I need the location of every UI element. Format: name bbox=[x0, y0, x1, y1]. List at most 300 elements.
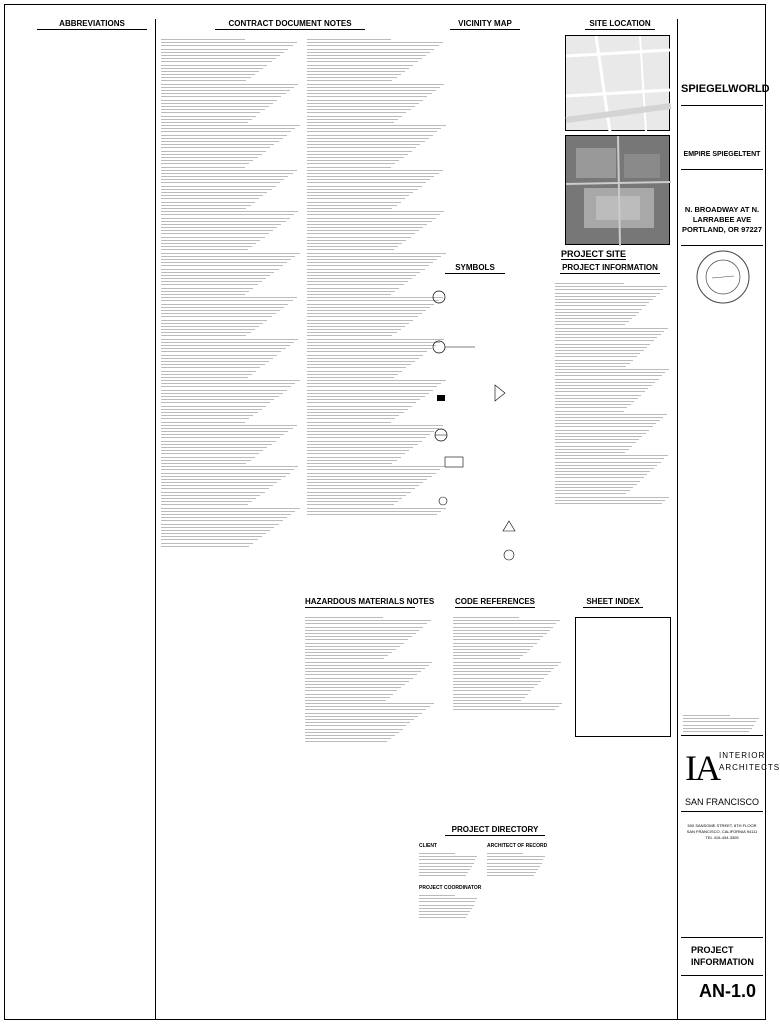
text-line-placeholder bbox=[161, 214, 294, 215]
revision-history bbox=[683, 715, 761, 734]
text-line-placeholder bbox=[555, 497, 669, 498]
text-line-placeholder bbox=[161, 147, 270, 148]
text-line-placeholder bbox=[161, 425, 297, 426]
text-line-placeholder bbox=[161, 119, 252, 120]
text-line-placeholder bbox=[555, 487, 633, 488]
text-line-placeholder bbox=[307, 428, 439, 429]
text-line-placeholder bbox=[555, 500, 665, 501]
text-line-placeholder bbox=[555, 318, 632, 319]
firm-phone: TEL 415-434-3305 bbox=[705, 835, 739, 840]
text-line-placeholder bbox=[161, 460, 251, 461]
text-line-placeholder bbox=[161, 332, 251, 333]
text-line-placeholder bbox=[161, 415, 253, 416]
text-line-placeholder bbox=[487, 863, 542, 864]
text-line-placeholder bbox=[307, 422, 391, 423]
text-line-placeholder bbox=[161, 406, 266, 407]
text-line-placeholder bbox=[161, 233, 269, 234]
text-line-placeholder bbox=[555, 442, 636, 443]
text-line-placeholder bbox=[307, 42, 443, 43]
text-line-placeholder bbox=[161, 524, 279, 525]
text-line-placeholder bbox=[161, 227, 277, 228]
text-line-placeholder bbox=[161, 68, 263, 69]
project-directory-heading: PROJECT DIRECTORY bbox=[445, 825, 545, 836]
text-line-placeholder bbox=[555, 391, 645, 392]
text-line-placeholder bbox=[555, 366, 626, 367]
divider bbox=[681, 245, 763, 246]
text-line-placeholder bbox=[453, 655, 523, 656]
text-line-placeholder bbox=[305, 627, 423, 628]
text-line-placeholder bbox=[307, 390, 433, 391]
text-line-placeholder bbox=[307, 342, 440, 343]
text-line-placeholder bbox=[555, 468, 654, 469]
text-line-placeholder bbox=[453, 646, 533, 647]
text-line-placeholder bbox=[307, 323, 409, 324]
text-line-placeholder bbox=[161, 205, 251, 206]
text-line-placeholder bbox=[307, 87, 440, 88]
text-line-placeholder bbox=[307, 498, 402, 499]
text-line-placeholder bbox=[307, 211, 444, 212]
text-line-placeholder bbox=[307, 304, 434, 305]
text-line-placeholder bbox=[307, 351, 427, 352]
text-line-placeholder bbox=[555, 481, 640, 482]
text-line-placeholder bbox=[161, 536, 262, 537]
text-line-placeholder bbox=[161, 386, 291, 387]
text-line-placeholder bbox=[307, 192, 413, 193]
text-line-placeholder bbox=[161, 269, 279, 270]
abbreviations-heading: ABBREVIATIONS bbox=[37, 19, 147, 30]
text-line-placeholder bbox=[161, 135, 287, 136]
text-line-placeholder bbox=[683, 718, 759, 719]
text-line-placeholder bbox=[555, 356, 637, 357]
text-line-placeholder bbox=[307, 233, 415, 234]
text-line-placeholder bbox=[307, 412, 404, 413]
text-line-placeholder bbox=[161, 307, 284, 308]
text-line-placeholder bbox=[305, 655, 388, 656]
text-line-placeholder bbox=[161, 284, 258, 285]
sheet-index-heading: SHEET INDEX bbox=[583, 597, 643, 608]
text-line-placeholder bbox=[307, 100, 423, 101]
text-line-placeholder bbox=[307, 355, 423, 356]
text-line-placeholder bbox=[307, 313, 422, 314]
text-line-placeholder bbox=[555, 360, 633, 361]
text-line-placeholder bbox=[305, 732, 399, 733]
vicinity-map-heading: VICINITY MAP bbox=[450, 19, 520, 30]
text-line-placeholder bbox=[307, 138, 429, 139]
text-line-placeholder bbox=[161, 45, 293, 46]
text-line-placeholder bbox=[555, 328, 668, 329]
text-line-placeholder bbox=[307, 399, 420, 400]
text-line-placeholder bbox=[307, 128, 441, 129]
firm-name-line1: INTERIOR bbox=[719, 751, 766, 760]
aerial-texture bbox=[566, 136, 671, 246]
text-line-placeholder bbox=[555, 414, 667, 415]
text-line-placeholder bbox=[307, 393, 429, 394]
text-line-placeholder bbox=[161, 256, 295, 257]
text-line-placeholder bbox=[161, 74, 255, 75]
text-line-placeholder bbox=[453, 706, 559, 707]
firm-address-line2: SAN FRANCISCO, CALIFORNIA 94111 bbox=[686, 829, 758, 834]
text-line-placeholder bbox=[161, 355, 277, 356]
text-line-placeholder bbox=[161, 173, 293, 174]
text-line-placeholder bbox=[487, 856, 545, 857]
text-line-placeholder bbox=[161, 275, 270, 276]
text-line-placeholder bbox=[161, 501, 252, 502]
text-line-placeholder bbox=[555, 455, 668, 456]
text-line-placeholder bbox=[305, 633, 416, 634]
divider bbox=[681, 811, 763, 812]
text-line-placeholder bbox=[307, 55, 426, 56]
sheet-index-table bbox=[575, 617, 671, 737]
text-line-placeholder bbox=[555, 309, 642, 310]
text-line-placeholder bbox=[161, 320, 267, 321]
text-line-placeholder bbox=[307, 316, 418, 317]
text-line-placeholder bbox=[307, 348, 432, 349]
text-line-placeholder bbox=[307, 182, 426, 183]
text-line-placeholder bbox=[161, 323, 263, 324]
text-line-placeholder bbox=[161, 253, 300, 254]
text-line-placeholder bbox=[305, 620, 431, 621]
text-line-placeholder bbox=[307, 256, 441, 257]
text-line-placeholder bbox=[161, 96, 281, 97]
text-line-placeholder bbox=[307, 189, 418, 190]
text-line-placeholder bbox=[307, 112, 406, 113]
text-line-placeholder bbox=[161, 412, 258, 413]
text-line-placeholder bbox=[161, 463, 246, 464]
text-line-placeholder bbox=[555, 321, 629, 322]
text-line-placeholder bbox=[307, 275, 416, 276]
text-line-placeholder bbox=[161, 431, 288, 432]
contract-notes-col-a bbox=[161, 39, 301, 549]
sheet-title-line1: PROJECT bbox=[691, 945, 734, 955]
text-line-placeholder bbox=[307, 284, 404, 285]
text-line-placeholder bbox=[555, 430, 649, 431]
text-line-placeholder bbox=[487, 869, 538, 870]
text-line-placeholder bbox=[161, 304, 288, 305]
text-line-placeholder bbox=[307, 157, 404, 158]
text-line-placeholder bbox=[161, 383, 295, 384]
text-line-placeholder bbox=[161, 444, 272, 445]
text-line-placeholder bbox=[161, 182, 280, 183]
text-line-placeholder bbox=[307, 457, 401, 458]
text-line-placeholder bbox=[307, 329, 401, 330]
text-line-placeholder bbox=[161, 84, 298, 85]
text-line-placeholder bbox=[555, 465, 657, 466]
text-line-placeholder bbox=[161, 77, 251, 78]
text-line-placeholder bbox=[307, 198, 405, 199]
text-line-placeholder bbox=[307, 237, 411, 238]
divider bbox=[681, 975, 763, 976]
text-line-placeholder bbox=[161, 396, 279, 397]
text-line-placeholder bbox=[307, 90, 436, 91]
text-line-placeholder bbox=[419, 901, 475, 902]
text-line-placeholder bbox=[307, 262, 433, 263]
text-line-placeholder bbox=[307, 441, 422, 442]
text-line-placeholder bbox=[307, 218, 436, 219]
title-block-divider bbox=[677, 19, 678, 1019]
text-line-placeholder bbox=[161, 517, 287, 518]
text-line-placeholder bbox=[307, 205, 397, 206]
text-line-placeholder bbox=[307, 141, 425, 142]
text-line-placeholder bbox=[305, 674, 417, 675]
text-line-placeholder bbox=[307, 418, 395, 419]
text-line-placeholder bbox=[161, 361, 269, 362]
text-line-placeholder bbox=[307, 39, 391, 40]
text-line-placeholder bbox=[419, 859, 475, 860]
text-line-placeholder bbox=[161, 131, 291, 132]
text-line-placeholder bbox=[161, 272, 274, 273]
text-line-placeholder bbox=[161, 539, 258, 540]
text-line-placeholder bbox=[307, 68, 409, 69]
text-line-placeholder bbox=[307, 485, 419, 486]
text-line-placeholder bbox=[307, 406, 412, 407]
text-line-placeholder bbox=[453, 700, 521, 701]
text-line-placeholder bbox=[307, 221, 432, 222]
text-line-placeholder bbox=[555, 379, 659, 380]
text-line-placeholder bbox=[555, 296, 656, 297]
text-line-placeholder bbox=[307, 479, 427, 480]
text-line-placeholder bbox=[161, 377, 248, 378]
text-line-placeholder bbox=[161, 297, 297, 298]
text-line-placeholder bbox=[555, 433, 646, 434]
client-contact bbox=[419, 853, 479, 879]
text-line-placeholder bbox=[307, 383, 441, 384]
text-line-placeholder bbox=[307, 195, 409, 196]
text-line-placeholder bbox=[161, 288, 253, 289]
text-line-placeholder bbox=[307, 374, 398, 375]
text-line-placeholder bbox=[487, 875, 534, 876]
text-line-placeholder bbox=[161, 160, 253, 161]
text-line-placeholder bbox=[161, 93, 286, 94]
text-line-placeholder bbox=[419, 908, 472, 909]
text-line-placeholder bbox=[307, 71, 405, 72]
text-line-placeholder bbox=[161, 259, 291, 260]
text-line-placeholder bbox=[307, 122, 394, 123]
text-line-placeholder bbox=[555, 407, 627, 408]
text-line-placeholder bbox=[161, 144, 274, 145]
text-line-placeholder bbox=[453, 703, 562, 704]
text-line-placeholder bbox=[555, 395, 641, 396]
text-line-placeholder bbox=[161, 128, 295, 129]
text-line-placeholder bbox=[453, 665, 558, 666]
text-line-placeholder bbox=[307, 45, 439, 46]
text-line-placeholder bbox=[307, 291, 395, 292]
text-line-placeholder bbox=[453, 623, 556, 624]
text-line-placeholder bbox=[307, 135, 433, 136]
text-line-placeholder bbox=[555, 411, 624, 412]
text-line-placeholder bbox=[453, 671, 551, 672]
text-line-placeholder bbox=[305, 681, 409, 682]
text-line-placeholder bbox=[453, 620, 560, 621]
text-line-placeholder bbox=[161, 249, 248, 250]
text-line-placeholder bbox=[161, 163, 249, 164]
text-line-placeholder bbox=[161, 61, 272, 62]
text-line-placeholder bbox=[161, 457, 255, 458]
text-line-placeholder bbox=[161, 466, 298, 467]
text-line-placeholder bbox=[555, 484, 637, 485]
text-line-placeholder bbox=[555, 462, 661, 463]
text-line-placeholder bbox=[161, 479, 281, 480]
text-line-placeholder bbox=[683, 731, 749, 732]
text-line-placeholder bbox=[305, 697, 390, 698]
text-line-placeholder bbox=[555, 439, 639, 440]
contract-notes-heading: CONTRACT DOCUMENT NOTES bbox=[215, 19, 365, 30]
text-line-placeholder bbox=[307, 288, 399, 289]
text-line-placeholder bbox=[555, 286, 667, 287]
text-line-placeholder bbox=[161, 221, 286, 222]
text-line-placeholder bbox=[161, 450, 263, 451]
text-line-placeholder bbox=[307, 514, 437, 515]
text-line-placeholder bbox=[419, 866, 472, 867]
text-line-placeholder bbox=[161, 364, 265, 365]
text-line-placeholder bbox=[307, 243, 402, 244]
divider bbox=[681, 735, 763, 736]
firm-logo-mark: IA bbox=[685, 748, 719, 788]
text-line-placeholder bbox=[161, 195, 263, 196]
text-line-placeholder bbox=[555, 446, 632, 447]
divider bbox=[681, 105, 763, 106]
text-line-placeholder bbox=[161, 192, 267, 193]
text-line-placeholder bbox=[419, 914, 468, 915]
text-line-placeholder bbox=[305, 649, 396, 650]
text-line-placeholder bbox=[161, 393, 283, 394]
text-line-placeholder bbox=[307, 409, 408, 410]
text-line-placeholder bbox=[307, 431, 434, 432]
text-line-placeholder bbox=[555, 474, 647, 475]
text-line-placeholder bbox=[307, 367, 406, 368]
text-line-placeholder bbox=[161, 189, 272, 190]
text-line-placeholder bbox=[305, 716, 418, 717]
project-address-line1: N. BROADWAY AT N. bbox=[684, 205, 760, 214]
text-line-placeholder bbox=[305, 630, 419, 631]
text-line-placeholder bbox=[555, 398, 638, 399]
text-line-placeholder bbox=[419, 895, 455, 896]
text-line-placeholder bbox=[305, 735, 395, 736]
text-line-placeholder bbox=[161, 380, 300, 381]
text-line-placeholder bbox=[307, 425, 443, 426]
text-line-placeholder bbox=[453, 639, 540, 640]
text-line-placeholder bbox=[307, 246, 398, 247]
text-line-placeholder bbox=[161, 342, 294, 343]
text-line-placeholder bbox=[555, 426, 653, 427]
text-line-placeholder bbox=[555, 436, 642, 437]
text-line-placeholder bbox=[307, 504, 394, 505]
text-line-placeholder bbox=[161, 374, 252, 375]
text-line-placeholder bbox=[419, 853, 455, 854]
text-line-placeholder bbox=[307, 469, 440, 470]
text-line-placeholder bbox=[555, 401, 634, 402]
text-line-placeholder bbox=[161, 453, 259, 454]
text-line-placeholder bbox=[161, 39, 245, 40]
divider bbox=[681, 937, 763, 938]
text-line-placeholder bbox=[307, 281, 408, 282]
text-line-placeholder bbox=[161, 482, 277, 483]
architect-label: ARCHITECT OF RECORD bbox=[487, 843, 548, 849]
text-line-placeholder bbox=[555, 315, 636, 316]
text-line-placeholder bbox=[307, 61, 418, 62]
text-line-placeholder bbox=[161, 476, 286, 477]
text-line-placeholder bbox=[453, 627, 553, 628]
text-line-placeholder bbox=[307, 297, 443, 298]
text-line-placeholder bbox=[161, 281, 262, 282]
text-line-placeholder bbox=[307, 119, 398, 120]
text-line-placeholder bbox=[555, 305, 646, 306]
text-line-placeholder bbox=[305, 703, 434, 704]
text-line-placeholder bbox=[419, 869, 470, 870]
text-line-placeholder bbox=[307, 307, 430, 308]
text-line-placeholder bbox=[161, 469, 294, 470]
text-line-placeholder bbox=[307, 358, 419, 359]
text-line-placeholder bbox=[161, 179, 284, 180]
text-line-placeholder bbox=[453, 662, 561, 663]
text-line-placeholder bbox=[305, 722, 410, 723]
text-line-placeholder bbox=[161, 186, 276, 187]
text-line-placeholder bbox=[307, 396, 425, 397]
text-line-placeholder bbox=[161, 55, 280, 56]
text-line-placeholder bbox=[161, 208, 246, 209]
text-line-placeholder bbox=[307, 65, 413, 66]
text-line-placeholder bbox=[161, 511, 295, 512]
text-line-placeholder bbox=[161, 138, 283, 139]
text-line-placeholder bbox=[305, 719, 414, 720]
text-line-placeholder bbox=[161, 100, 277, 101]
text-line-placeholder bbox=[161, 473, 290, 474]
text-line-placeholder bbox=[307, 109, 411, 110]
text-line-placeholder bbox=[161, 141, 279, 142]
text-line-placeholder bbox=[161, 530, 270, 531]
text-line-placeholder bbox=[307, 511, 441, 512]
text-line-placeholder bbox=[161, 371, 256, 372]
text-line-placeholder bbox=[555, 471, 650, 472]
text-line-placeholder bbox=[307, 402, 416, 403]
text-line-placeholder bbox=[683, 715, 730, 716]
text-line-placeholder bbox=[555, 385, 652, 386]
text-line-placeholder bbox=[161, 508, 300, 509]
text-line-placeholder bbox=[161, 422, 245, 423]
text-line-placeholder bbox=[161, 441, 276, 442]
client-label: CLIENT bbox=[419, 843, 438, 849]
text-line-placeholder bbox=[555, 503, 662, 504]
text-line-placeholder bbox=[161, 167, 245, 168]
text-line-placeholder bbox=[161, 498, 256, 499]
text-line-placeholder bbox=[305, 646, 400, 647]
text-line-placeholder bbox=[555, 299, 653, 300]
text-line-placeholder bbox=[555, 490, 630, 491]
text-line-placeholder bbox=[161, 300, 293, 301]
text-line-placeholder bbox=[555, 340, 654, 341]
text-line-placeholder bbox=[305, 713, 422, 714]
text-line-placeholder bbox=[419, 875, 466, 876]
text-line-placeholder bbox=[555, 337, 657, 338]
text-line-placeholder bbox=[307, 294, 391, 295]
text-line-placeholder bbox=[453, 694, 528, 695]
project-address-line2: LARRABEE AVE bbox=[692, 215, 752, 224]
text-line-placeholder bbox=[307, 202, 401, 203]
text-line-placeholder bbox=[307, 96, 427, 97]
text-line-placeholder bbox=[307, 473, 436, 474]
text-line-placeholder bbox=[555, 350, 644, 351]
text-line-placeholder bbox=[305, 662, 432, 663]
text-line-placeholder bbox=[161, 230, 273, 231]
map-streets bbox=[566, 36, 671, 132]
text-line-placeholder bbox=[305, 636, 412, 637]
text-line-placeholder bbox=[161, 278, 266, 279]
text-line-placeholder bbox=[307, 326, 405, 327]
project-information-rows bbox=[555, 283, 670, 506]
text-line-placeholder bbox=[307, 179, 430, 180]
text-line-placeholder bbox=[161, 326, 259, 327]
text-line-placeholder bbox=[161, 402, 270, 403]
text-line-placeholder bbox=[307, 453, 405, 454]
